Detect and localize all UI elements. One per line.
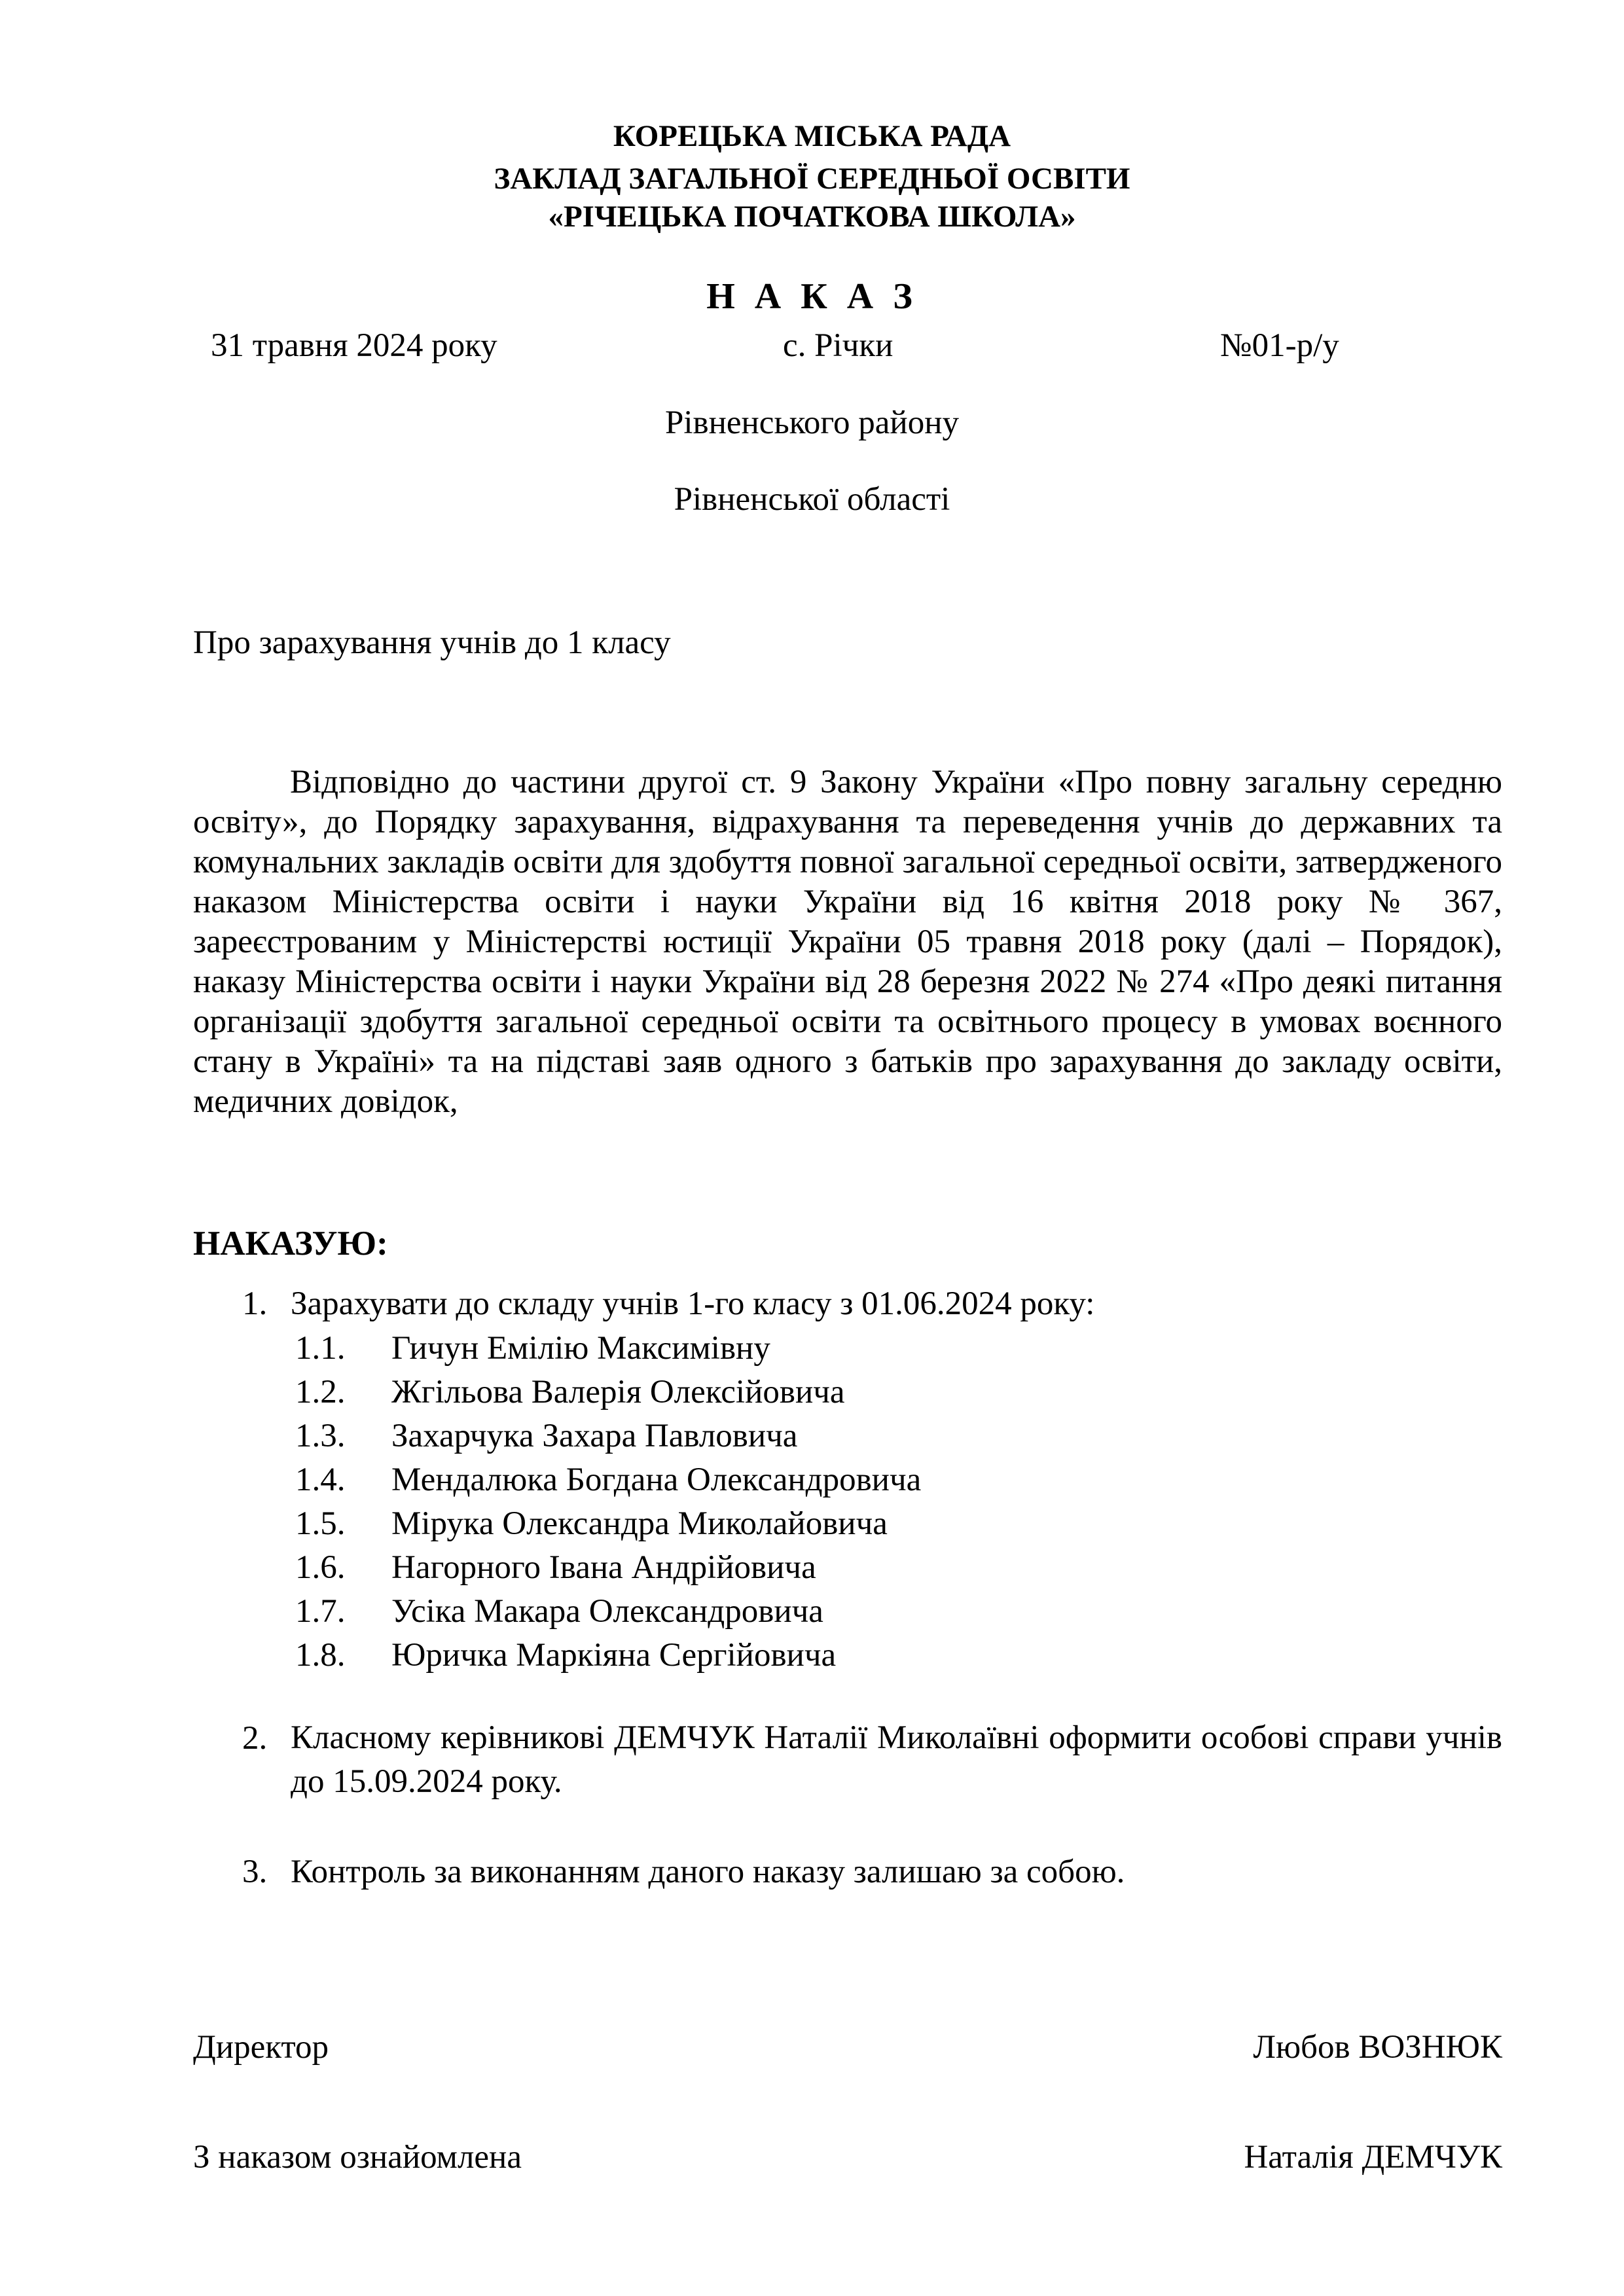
item-text: Класному керівникові ДЕМЧУК Наталії Миколаївні оформити особові справи учнів до 15.09.2024 року.	[291, 1719, 1502, 1800]
subitem-number: 1.2.	[295, 1374, 346, 1410]
director-role: Директор	[193, 2029, 329, 2066]
student-name: Захарчука Захара Павловича	[391, 1418, 798, 1454]
order-date: 31 травня 2024 року	[211, 327, 497, 364]
order-place: с. Річки	[783, 327, 893, 364]
header-council: КОРЕЦЬКА МІСЬКА РАДА	[613, 119, 1011, 153]
order-number: №01-р/у	[1220, 327, 1339, 364]
director-name: Любов ВОЗНЮК	[1253, 2029, 1502, 2066]
order-region: Рівненської області	[674, 481, 950, 518]
student-name: Мірука Олександра Миколайовича	[391, 1505, 888, 1542]
item-text: Зарахувати до складу учнів 1-го класу з 01.06.2024 року:	[291, 1285, 1095, 1322]
subitem-number: 1.6.	[295, 1549, 346, 1586]
acknowledged-label: З наказом ознайомлена	[193, 2139, 522, 2176]
student-name: Мендалюка Богдана Олександровича	[391, 1462, 922, 1498]
header-school: «РІЧЕЦЬКА ПОЧАТКОВА ШКОЛА»	[548, 200, 1076, 234]
item-number: 1.	[242, 1285, 268, 1322]
item-number: 3.	[242, 1854, 268, 1890]
item-text: Контроль за виконанням даного наказу залишаю за собою.	[291, 1854, 1125, 1890]
order-district: Рівненського району	[664, 404, 960, 441]
subitem-number: 1.8.	[295, 1637, 346, 1674]
subitem-number: 1.4.	[295, 1462, 346, 1498]
order-subject: Про зарахування учнів до 1 класу	[193, 624, 671, 661]
preamble-paragraph: Відповідно до частини другої ст. 9 Закону України «Про повну загальну середню освіту», до Порядку зарахування, відрахування та переведення учнів до державних та комунальних закладів освіти для здобуття повної загальної середньої освіти, затвердженого наказом Міністерства освіти і науки України від 16 квітня 2018 року № 367, зареєстрованим у Міністерстві юстиції України 05 травня 2018 року (далі – Порядок), наказу Міністерства освіти і науки України від 28 березня 2022 № 274 «Про деякі питання організації здобуття загальної середньої освіти та освітнього процесу в умовах воєнного стану в Україні» та на підставі заяв одного з батьків про зарахування до закладу освіти, медичних довідок,	[193, 764, 1502, 1120]
subitem-number: 1.1.	[295, 1330, 346, 1367]
item-number: 2.	[242, 1720, 268, 1757]
student-name: Усіка Макара Олександровича	[391, 1593, 823, 1630]
student-name: Нагорного Івана Андрійовича	[391, 1549, 816, 1586]
acknowledged-name: Наталія ДЕМЧУК	[1244, 2139, 1502, 2176]
subitem-number: 1.3.	[295, 1418, 346, 1454]
student-name: Юричка Маркіяна Сергійовича	[391, 1637, 837, 1674]
decree-heading: НАКАЗУЮ:	[193, 1225, 388, 1263]
order-title: Н А К А З	[706, 276, 918, 317]
header-institution: ЗАКЛАД ЗАГАЛЬНОЇ СЕРЕДНЬОЇ ОСВІТИ	[494, 162, 1130, 196]
subitem-number: 1.7.	[295, 1593, 346, 1630]
subitem-number: 1.5.	[295, 1505, 346, 1542]
student-name: Жгільова Валерія Олексійовича	[391, 1374, 845, 1410]
student-name: Гичун Емілію Максимівну	[391, 1330, 770, 1367]
